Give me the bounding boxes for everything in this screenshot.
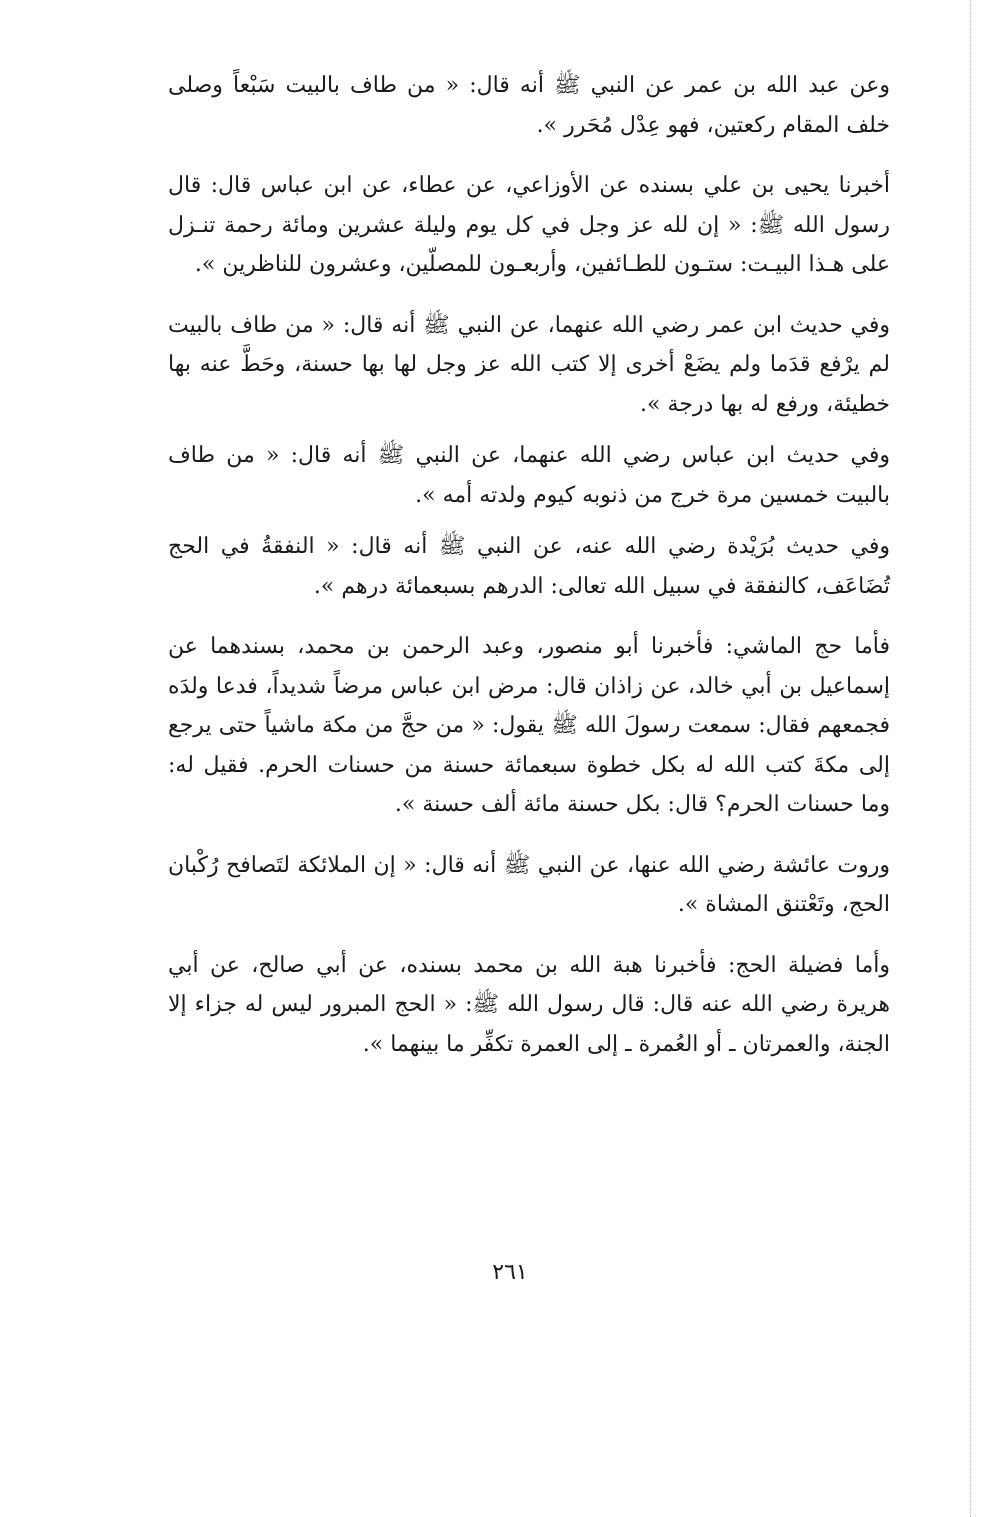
paragraph-4: وفي حديث ابن عباس رضي الله عنهما، عن النبي ﷺ أنه قال: « من طاف بالبيت خمسين مرة خرج من ذنوبه كيوم ولدته أمه ». — [168, 443, 890, 508]
scan-edge-divider — [970, 0, 971, 1517]
paragraph-8: وأما فضيلة الحج: فأخبرنا هبة الله بن محمد بسنده، عن أبي صالح، عن أبي هريرة رضي الله عنه قال: قال رسول الله ﷺ: « الحج المبرور ليس له جزاء إلا الجنة، والعمرتان ـ أو العُمرة ـ إلى العمرة تكفِّر ما بينهما ». — [168, 952, 890, 1057]
paragraph-3: وفي حديث ابن عمر رضي الله عنهما، عن النبي ﷺ أنه قال: « من طاف بالبيت لم يرْفع قدَما ولم يضَعْ أخرى إلا كتب الله عز وجل لها بها حسنة، وحَطَّ عنه بها خطيئة، ورفع له بها درجة ». — [168, 312, 890, 417]
paragraph-2: أخبرنا يحيى بن علي بسنده عن الأوزاعي، عن عطاء، عن ابن عباس قال: قال رسول الله ﷺ: « إن لله عز وجل في كل يوم وليلة عشرين ومائة رحمة تنـزل على هـذا البيـت: ستـون للطـائفين، وأربعـون للمصلّين، وعشرون للناظرين ». — [168, 173, 890, 277]
page-number: ٢٦١ — [492, 1260, 528, 1285]
paragraph-1: وعن عبد الله بن عمر عن النبي ﷺ أنه قال: « من طاف بالبيت سَبْعاً وصلى خلف المقام ركعتين، فهو عِدْل مُحَرر ». — [168, 73, 890, 138]
paragraph-7: وروت عائشة رضي الله عنها، عن النبي ﷺ أنه قال: « إن الملائكة لتَصافح رُكْبان الحج، وتَعْتنق المشاة ». — [168, 852, 890, 917]
paragraph-5: وفي حديث بُرَيْدة رضي الله عنه، عن النبي ﷺ أنه قال: « النفقةُ في الحج تُضَاعَف، كالنفقة في سبيل الله تعالى: الدرهم بسبعمائة درهم ». — [168, 534, 890, 599]
paragraph-6: فأما حج الماشي: فأخبرنا أبو منصور، وعبد الرحمن بن محمد، بسندهما عن إسماعيل بن أبي خالد، عن زاذان قال: مرض ابن عباس مرضاً شديداً، فدعا ولدَه فجمعهم فقال: سمعت رسولَ الله ﷺ يقول: « من حجَّ من مكة ماشياً حتى يرجع إلى مكةَ كتب الله له بكل خطوة سبعمائة حسنة من حسنات الحرم. فقيل له: وما حسنات الحرم؟ قال: بكل حسنة مائة ألف حسنة ». — [168, 634, 890, 817]
body-text — [168, 66, 890, 1064]
